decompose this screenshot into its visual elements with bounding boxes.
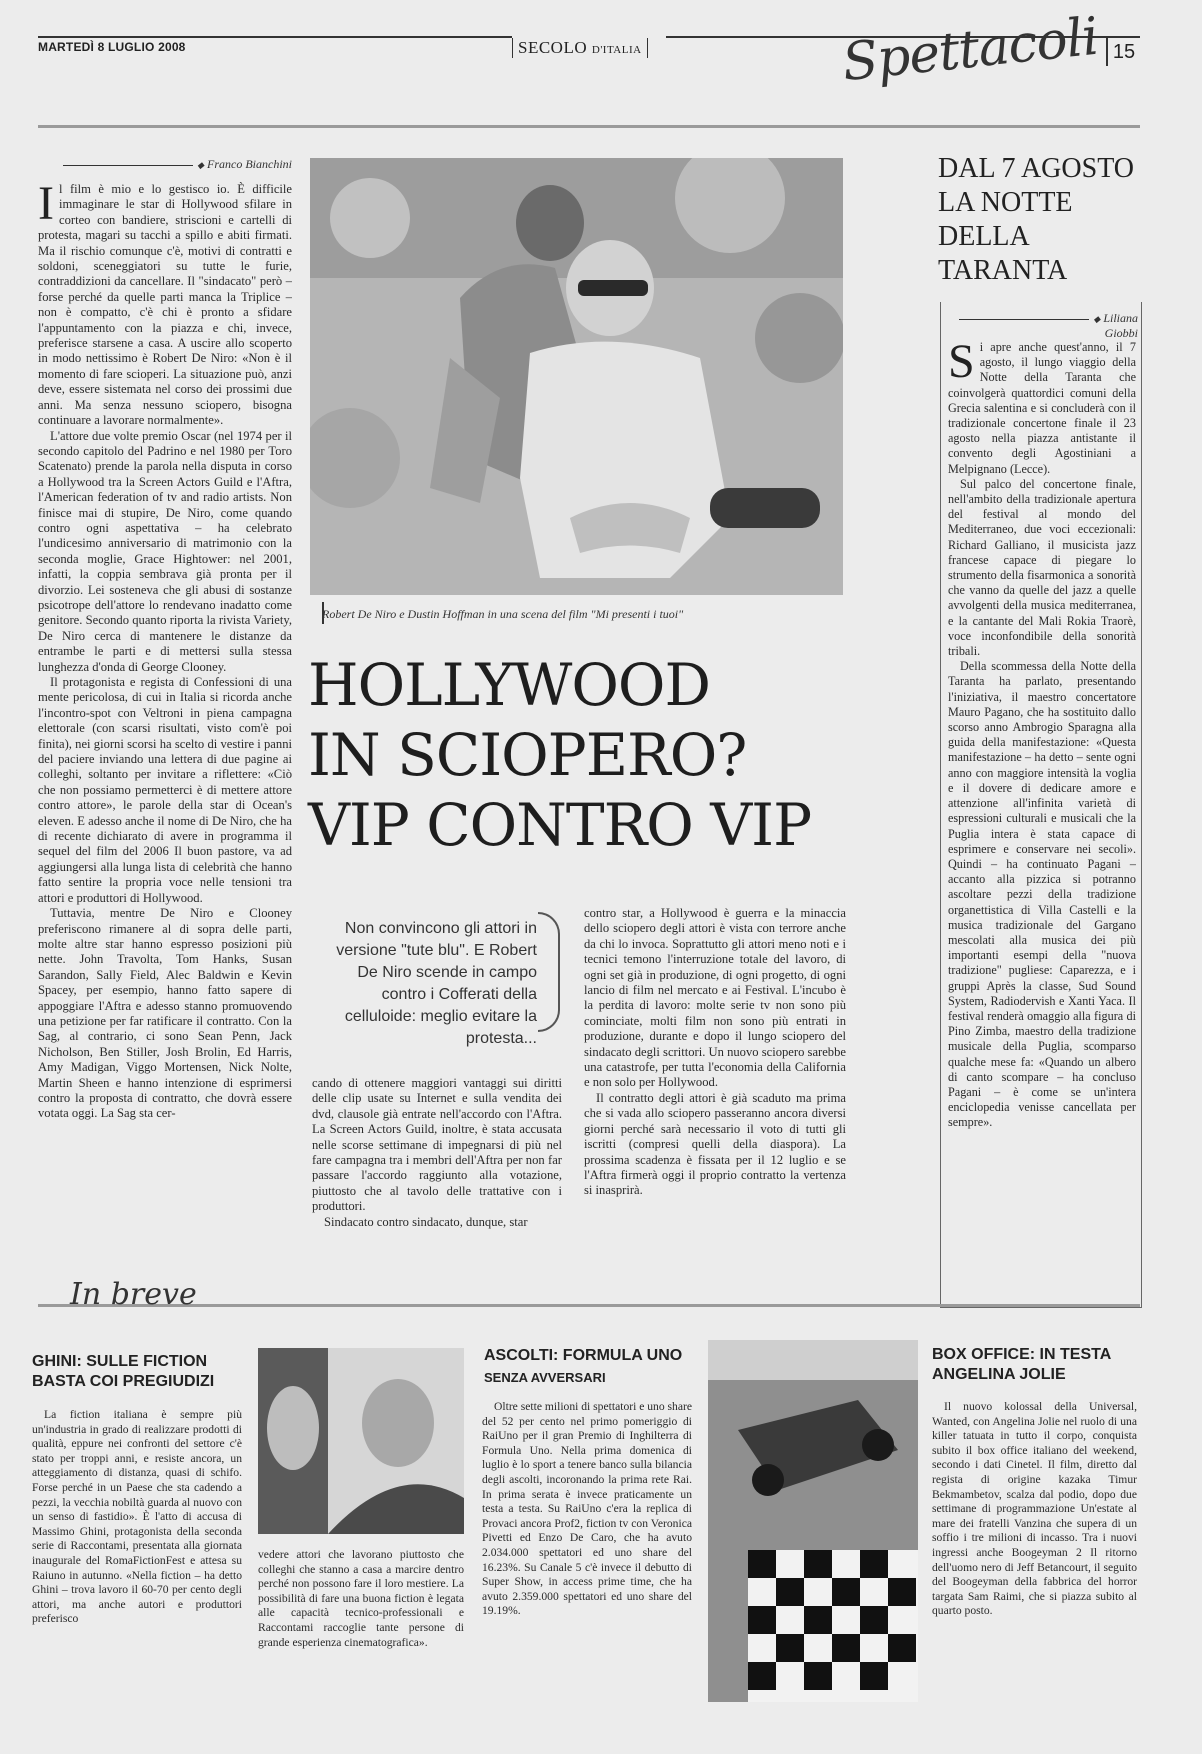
paragraph: l film è mio e lo gestisco io. È difficile immaginare le star di Hollywood sfilare in corteo con bandiere, striscioni e cartelli di protesta, magari su tacchi a spillo e abiti firmati. Ma il rischio comunque c'è, motivi di contratti e soldoni, sceneggiatori su tutte le furie, contraddizioni da cancellare. Il "sindacato" però – forse perché da quelle parti manca la Triplice – non è compatto, c'è chi è pronto a sfidare l'appuntamento con la piazza e chi, invece, preferisce starsene a casa. A uscire allo scoperto in modo nettissimo è Robert De Niro: «Non è il momento di fare scioperi. La situazione può, anzi deve, essere sistemata nel corso dei prossimi due anni. Ma senza nessuno sciopero, bisogna continuare a lavorare normalmente». [38,182,292,428]
checkered-flag [748,1550,918,1702]
newspaper-name-suffix: D'ITALIA [591,44,642,56]
side-article-title: DAL 7 AGOSTO LA NOTTE DELLA TARANTA [938,153,1135,286]
side-byline [944,311,1138,341]
side-byline-name: Liliana Giobbi [1103,311,1138,340]
diamond-icon: ◆ [1093,313,1101,324]
brief-3-text [932,1400,1137,1705]
ghini-photo [258,1348,464,1534]
paragraph: vedere attori che lavorano piuttosto che colleghi che stanno a casa a marcire dentro perché non possono fare il loro mestiere. La possibilità di fare una buona fiction è legata alle capacità tecnico-professionali e Raccontami raccoglie tante persone di grande esperienza cinematografica». [258,1548,464,1649]
paragraph: Tuttavia, mentre De Niro e Clooney preferiscono rimanere al di sopra delle parti, molte altre star hanno espresso posizioni più nette. John Travolta, Tom Hanks, Susan Sarandon, Sally Field, Alec Baldwin e Kevin Spacey, per esempio, hanno fatto sapere di appoggiare l'Aftra e adesso stanno promuovendo una petizione per far ratificare il contratto. Con la Sag, al contrario, ci sono Sean Penn, Jack Nicholson, Ben Stiller, Josh Brolin, Ed Harris, Amy Madigan, Viggo Mortensen, Nick Nolte, Martin Sheen e hanno intenzione di esprimersi contro la proposta di contratto, che dovrà essere votata oggi. La Sag sta cer- [38,906,292,1121]
newspaper-name [512,38,648,58]
paragraph: Il nuovo kolossal della Universal, Wanted, con Angelina Jolie nel ruolo di una killer tatuata in tutto il corpo, conquista subito il box office italiano del weekend, secondo i dati Cinetel. Il film, diretto dal regista di origine kazaka Timur Bekmambetov, scalza dal podio, dopo due settimane di programmazione Un'estate al mare dei fratelli Vanzina che supera di un soffio i tre milioni di incasso. Tra i nuovi ingressi anche Boogeyman 2 Il ritorno dell'uomo nero di Jeff Betancourt, il seguito del Boogeyman della fabbrica del horror targata Sam Raimi, che si piazza subito al quarto posto. [932,1400,1137,1618]
article-photo [310,158,843,595]
page-number: 15 [1106,36,1140,66]
deck-bracket [538,912,560,1032]
paragraph: Sindacato contro sindacato, dunque, star [324,1214,528,1229]
formula-one-photo-illustration [708,1340,918,1702]
paragraph: i apre anche quest'anno, il 7 agosto, il lungo viaggio della Notte della Taranta che coinvolgerà quattordici comuni della Grecia salentina e si concluderà con il tradizionale concertone finale il 23 agosto nella piazza antistante il convento degli Agostiniani a Melpignano (Lecce). [948,340,1136,476]
brief-1-title: GHINI: SULLE FICTION BASTA COI PREGIUDIZI [32,1353,215,1390]
headline-line-2: IN SCIOPERO? [308,721,747,789]
side-article-body [948,340,1136,1255]
formula-one-photo [708,1340,918,1702]
side-dropcap: S [948,340,975,388]
paragraph: Il contratto degli attori è già scaduto ma prima che si vada allo sciopero passeranno ancora diversi giorni perché sarà necessario il voto di tutti gli iscritti (compresi quelli della diaspora). La prossima scadenza è fissata per il 12 luglio e se l'Aftra firmerà oggi il proprio contratto la vertenza si inasprirà. [584,1090,846,1198]
headline-line-1: HOLLYWOOD [308,651,710,719]
photo-illustration [310,158,843,595]
main-byline-name: Franco Bianchini [207,157,292,171]
brief-1-text [32,1408,242,1703]
photo-caption: Robert De Niro e Dustin Hoffman in una scena del film "Mi presenti i tuoi" [322,607,684,621]
paragraph: Oltre sette milioni di spettatori e uno share del 52 per cento nel primo pomeriggio di RaiUno per il gran Premio di Inghilterra di Formula Uno. Nella prima domenica di luglio è lo sport a tenere banco sulla bilancia degli ascolti, incoronando la prima rete Rai. In prima serata è invece praticamente un testa a testa. Su RaiUno c'era la replica di Provaci ancora Prof2, fiction tv con Veronica Pivetti ed Enzo De Caro, che ha avuto 2.034.000 spettatori ed uno share del 16.23%. Su Canale 5 c'è invece il debutto di Super Show, in access prime time, che ha avuto 2.359.000 spettatori ed uno share del 19.19%. [482,1400,692,1618]
newspaper-name-main: SECOLO [518,38,588,57]
brief-2-subtitle: SENZA AVVERSARI [484,1370,606,1385]
main-headline [308,650,848,860]
main-article-column-3 [584,906,846,1256]
header-divider [38,125,1140,128]
paragraph: L'attore due volte premio Oscar (nel 1974 per il secondo capitolo del Padrino e nel 1980 per Toro Scatenato) prende la parola nella disputa in corso a Hollywood tra la Screen Actors Guild e l'Aftra, l'American federation of tv and radio artists. Non finisce mai di stupire, De Niro, come quando contro ogni aspettativa – ha celebrato l'undicesimo anniversario di matrimonio con la seconda moglie, Grace Hightower: nel 2001, infatti, la coppia sembrava già pronta per il divorzio. Lei sosteneva che gli abusi di sostanze psicotrope dell'attore lo rendevano inadatto come genitore. Secondo quanto riporta la rivista Variety, De Niro cerca di mantenere le distanze da entrambe le parti e di mettersi sulla stessa lunghezza d'onda di George Clooney. [38,428,292,674]
brief-1-text-continued [258,1548,464,1703]
diamond-icon: ◆ [197,159,205,170]
main-dropcap: I [38,182,54,230]
paragraph: Della scommessa della Notte della Taranta ha parlato, presentando l'iniziativa, il maestro concertatore Mauro Pagano, che ha sostituito dallo scorso anno Ambrogio Sparagna alla guida della manifestazione: «Questa manifestazione – ha detto – sente ogni anno con maggiore intensità la voglia e il dovere di dedicare amore e attenzione all'infinita varietà di espressioni culturali e musicali che la Puglia intera è stata capace di esprimere e conservare nei secoli». Quindi – ha continuato Pagani – accanto alla pizzica si potranno ascoltare pezzi della tradizione organettistica di Villa Castelli e la musica tradizionale del Gargano mescolati alla musica dei più importanti esempi della "nuova tradizione" pugliese: Caparezza, e i gruppi Après la classe, Sud Sound System, Radiodervish e Xanti Yaca. Il festival renderà omaggio alla figura di Pino Zimba, maestro della tradizione musicale della Puglia, scomparso qualche mese fa: «Quando un albero di canto scompare – ha concluso Pagani – è come se un'intera enciclopedia venisse cancellata per sempre». [948,659,1136,1130]
headline-line-3: VIP CONTRO VIP [308,791,812,859]
paragraph: contro star, a Hollywood è guerra e la minaccia dello sciopero degli attori è vista con terrore anche da chi lo invoca. Soprattutto gli attori meno noti e i tecnici temono l'interruzione totale del lavoro, di ogni set già in produzione, di ogni progetto, di ogni lancio di film nel mercato e ai Festival. L'incubo è la perdita di lavoro: molte serie tv non sono più cominciate, molti film non sono più entrati in produzione, durante e dopo il lungo sciopero del sindacato degli scrittori. Un nuovo sciopero sarebbe una catastrofe, per tutta l'economia della California e non solo per Hollywood. [584,906,846,1090]
paragraph: Sul palco del concertone finale, nell'ambito della tradizionale apertura del festival al mondo del Mediterraneo, due voci eccezionali: Richard Galliano, il musicista jazz francese capace di piegare lo strumento della fisarmonica a sonorità che vanno da quelle del jazz a quelle avvolgenti della musica mediterranea, e la cantante del Mali Rokia Traorè, voce inconfondibile della sonorità tribali. [948,476,1136,659]
main-byline [38,157,292,172]
brief-2-title: ASCOLTI: FORMULA UNO [484,1347,683,1364]
in-breve-label: In breve [70,1277,197,1312]
article-deck: Non convincono gli attori in versione "tute blu". E Robert De Niro scende in campo contro i Cofferati della celluloide: meglio evitare la protesta... [336,920,537,1047]
in-breve-divider [38,1304,1140,1307]
paragraph: La fiction italiana è sempre più un'industria in grado di realizzare prodotti di qualità, eppure nei confronti del settore c'è stato per troppi anni, e resiste ancora, un atteggiamento di distanza, quasi di schifo. Forse perché in un Paese che sta cadendo a pezzi, la vecchia nobiltà guarda al nuovo con un senso di fastidio». È l'atto di accusa di Massimo Ghini, protagonista della seconda serie di Raccontami, presentata alla giornata inaugurale del RomaFictionFest e attesa su Raiuno in autunno. «Nella fiction – ha detto Ghini – trova lavoro il 60-70 per cento degli attori, ma anche autori e produttori preferisco [32,1408,242,1626]
section-title: Spettacoli [839,6,1101,94]
paragraph: Il protagonista e regista di Confessioni di una mente pericolosa, di cui in Italia si ricorda anche l'incontro-spot con Veltroni in piena campagna elettorale (con scarsi risultati, visto com'è poi finita), nei giorni scorsi ha scelto di vestire i panni del paciere inviando una lettera di due pagine ai colleghi, soltanto per invitare a riflettere: «Ciò che non possiamo permetterci è di mettere attore contro attore», le parole della star di Ocean's eleven. E adesso anche il nome di De Niro, che ha di recente dichiarato di avere in programma il sequel del film del 2006 Il buon pastore, va ad aggiungersi alla lunga lista di celebrità che hanno fatto sentire la propria voce nelle tensioni tra attori e produttori di Hollywood. [38,675,292,905]
main-article-column-1 [38,182,292,1257]
ghini-photo-illustration [258,1348,464,1534]
brief-3-title: BOX OFFICE: IN TESTA ANGELINA JOLIE [932,1346,1111,1383]
brief-2-text [482,1400,692,1705]
main-article-column-2 [312,1076,562,1256]
paragraph: cando di ottenere maggiori vantaggi sui diritti delle clip usate su Internet e sulla vendita dei dvd, clausole già entrate nell'accordo con l'Aftra. La Screen Actors Guild, inoltre, è stata accusata nelle scorse settimane di impegnarsi di più nel fare campagna tra i membri dell'Aftra per non far passare l'accordo raggiunto alla votazione, piuttosto che al tavolo delle trattative con i produttori. [312,1076,562,1214]
header-rule-left [38,36,512,38]
issue-date: MARTEDÌ 8 LUGLIO 2008 [38,40,186,54]
